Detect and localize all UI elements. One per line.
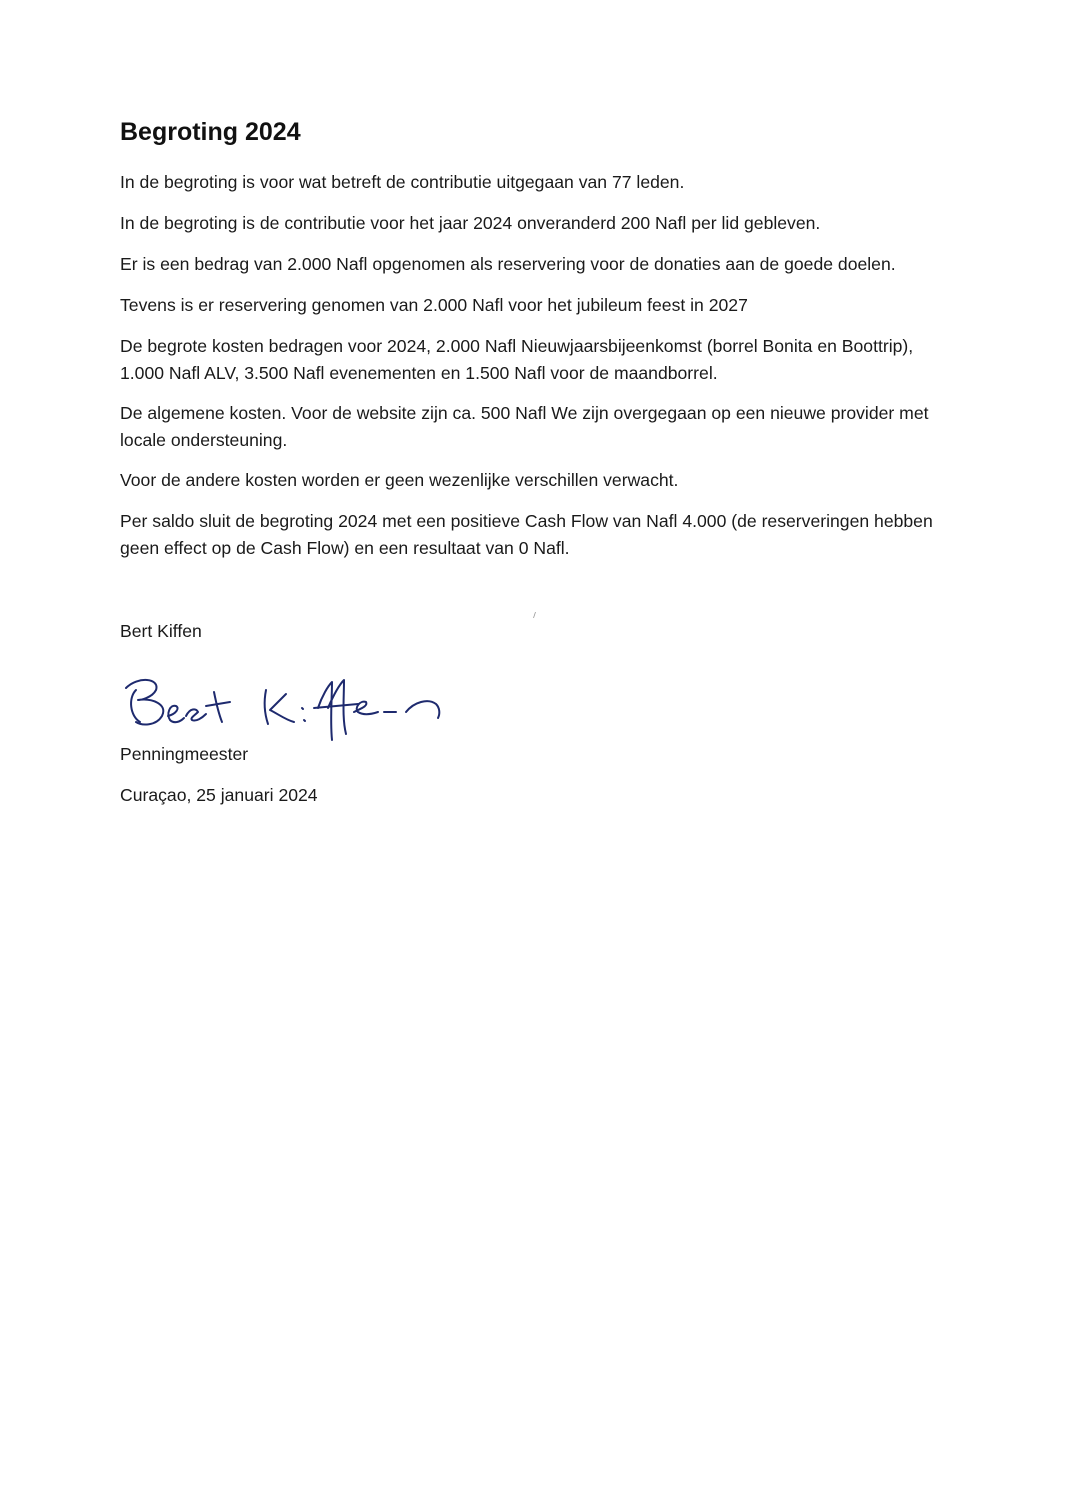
place-and-date: Curaçao, 25 januari 2024 — [120, 785, 318, 805]
signatory-name: Bert Kiffen — [120, 621, 202, 641]
paragraph-cash-flow: Per saldo sluit de begroting 2024 met een positieve Cash Flow van Nafl 4.000 (de reserveringen hebben geen effect op de Cash Flow) en een resultaat van 0 Nafl. — [120, 511, 933, 558]
paragraph-members: In de begroting is voor wat betreft de contributie uitgegaan van 77 leden. — [120, 172, 685, 192]
handwritten-signature — [118, 668, 458, 748]
scan-speck — [533, 612, 536, 618]
paragraph-contribution: In de begroting is de contributie voor het jaar 2024 onveranderd 200 Nafl per lid gebleven. — [120, 213, 821, 233]
paragraph-budgeted-costs: De begrote kosten bedragen voor 2024, 2.000 Nafl Nieuwjaarsbijeenkomst (borrel Bonita en Boottrip), 1.000 Nafl ALV, 3.500 Nafl evenementen en 1.500 Nafl voor de maandborrel. — [120, 336, 914, 383]
paragraph-other-costs: Voor de andere kosten worden er geen wezenlijke verschillen verwacht. — [120, 470, 679, 490]
paragraph-jubilee-reserve: Tevens is er reservering genomen van 2.000 Nafl voor het jubileum feest in 2027 — [120, 295, 748, 315]
signatory-role: Penningmeester — [120, 744, 249, 764]
paragraph-general-costs: De algemene kosten. Voor de website zijn ca. 500 Nafl We zijn overgegaan op een nieuwe provider met locale ondersteuning. — [120, 403, 929, 450]
paragraph-donations-reserve: Er is een bedrag van 2.000 Nafl opgenomen als reservering voor de donaties aan de goede doelen. — [120, 254, 896, 274]
document-title: Begroting 2024 — [120, 118, 301, 146]
